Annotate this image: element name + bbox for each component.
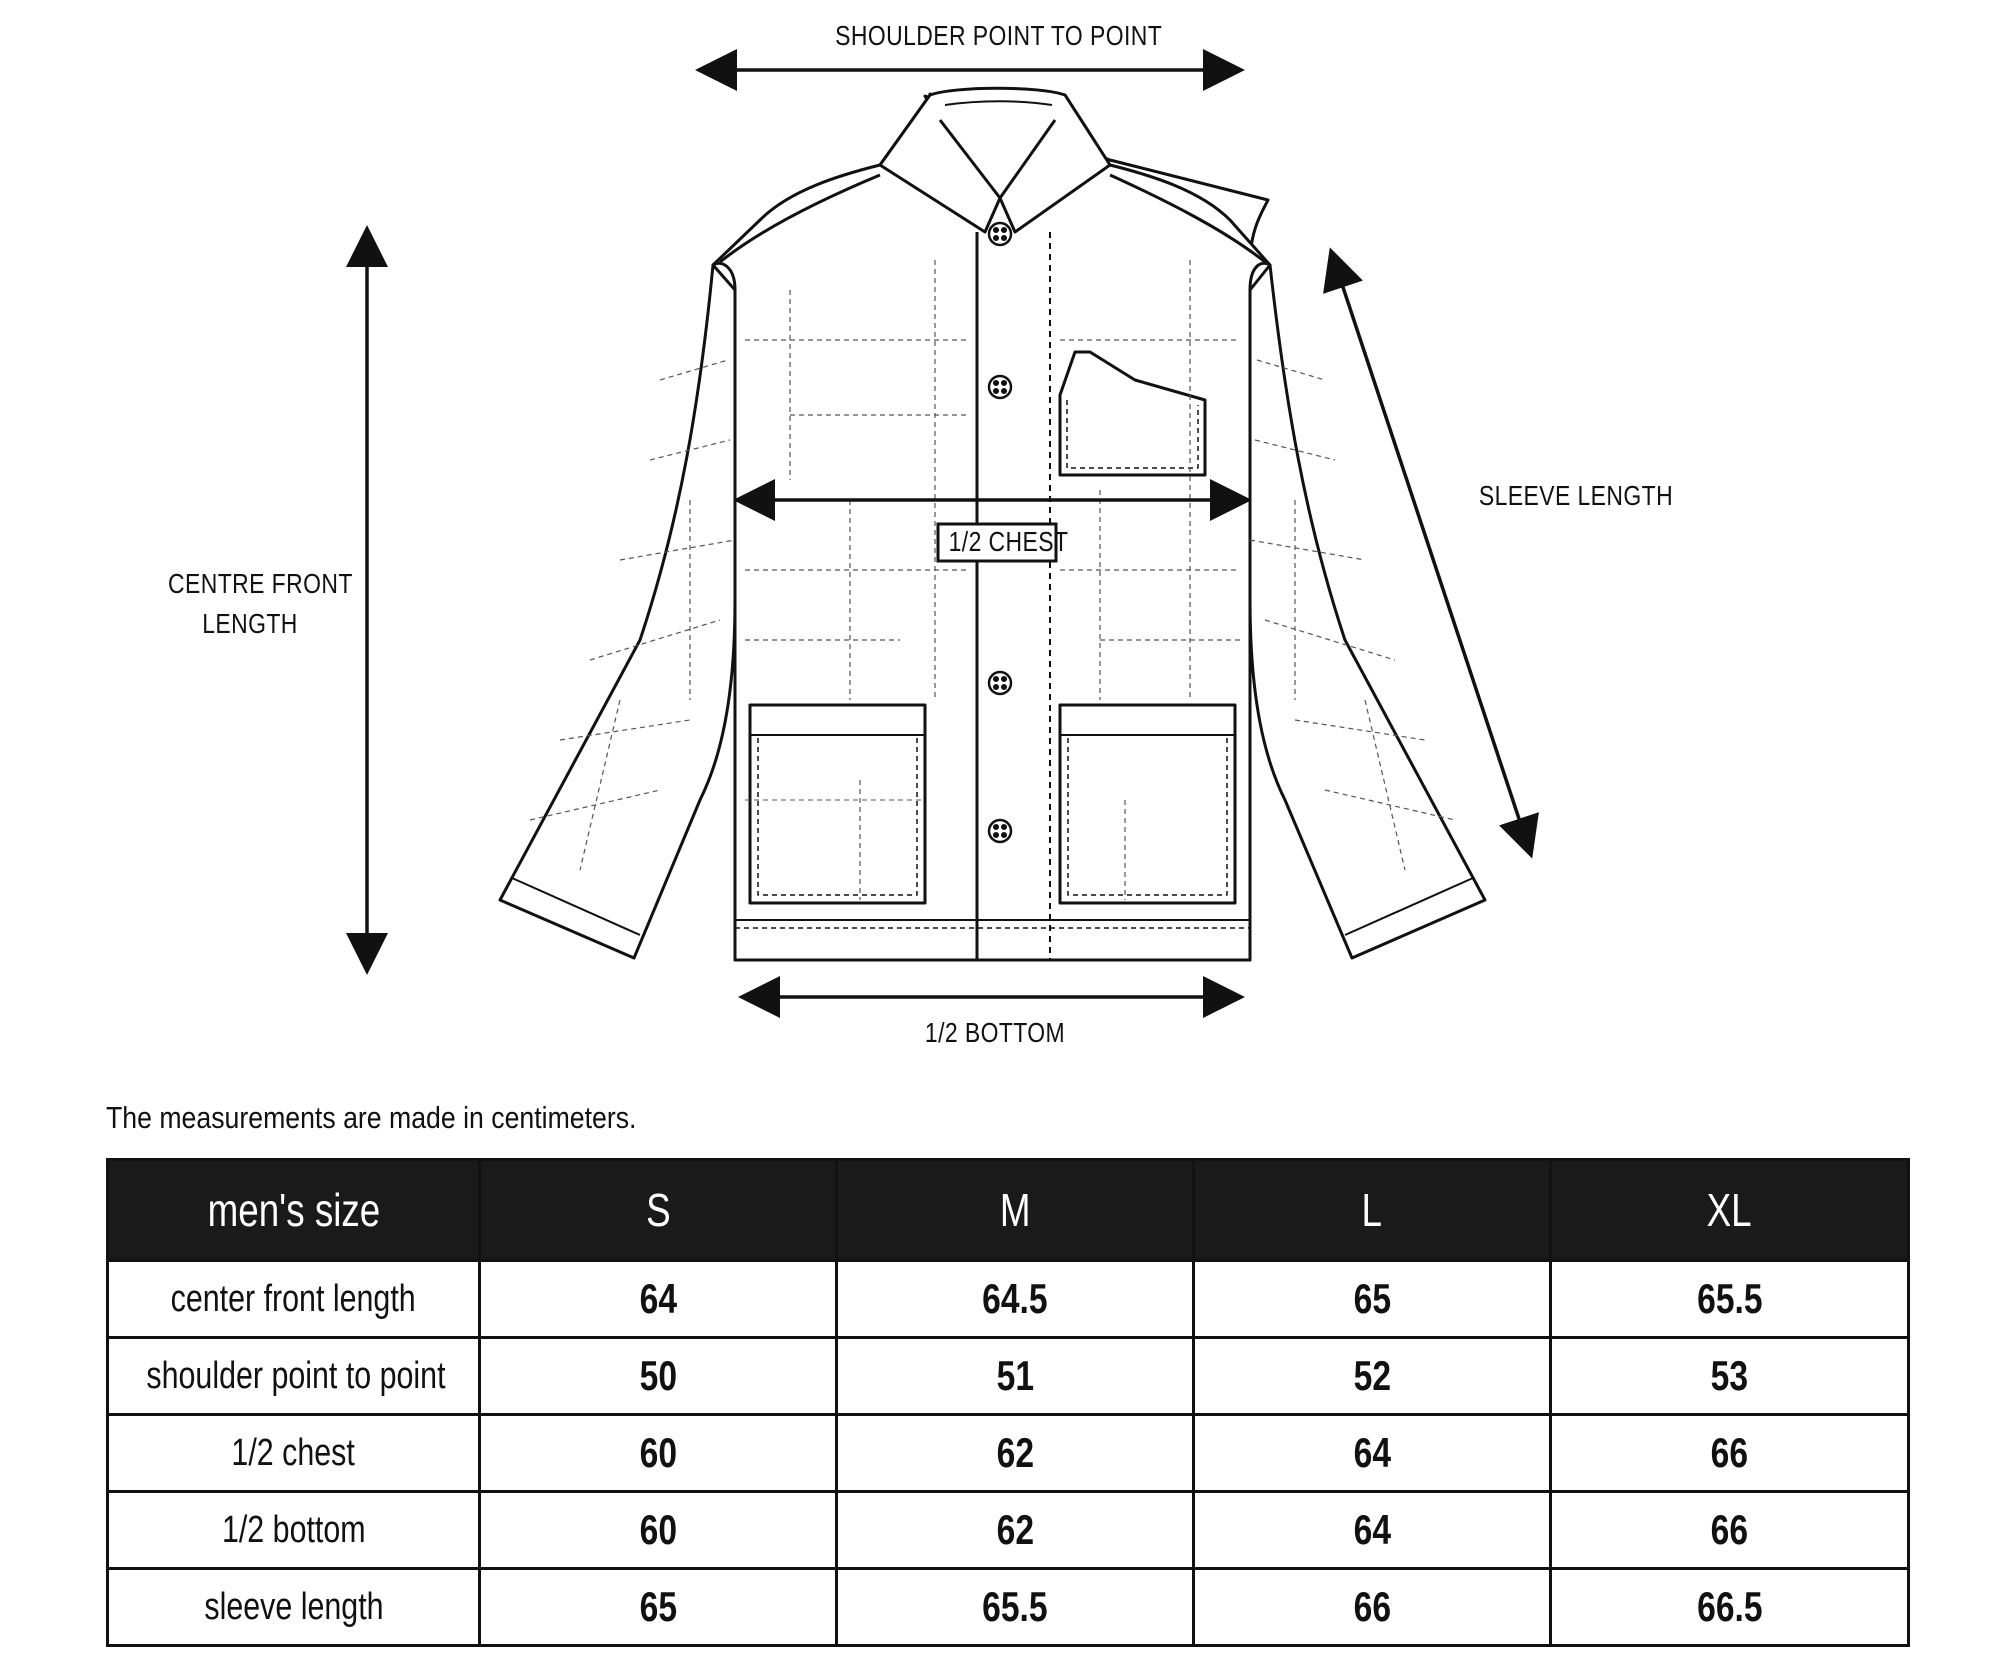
button-icon xyxy=(989,223,1011,245)
table-cell: 65 xyxy=(480,1569,837,1646)
table-cell: 65 xyxy=(1194,1261,1551,1338)
table-cell: 64.5 xyxy=(837,1261,1194,1338)
left-sleeve xyxy=(500,265,735,958)
row-label: center front length xyxy=(108,1261,480,1338)
table-header-cell: men's size xyxy=(108,1160,480,1261)
bottom-label: 1/2 BOTTOM xyxy=(924,1017,1066,1048)
table-cell: 66 xyxy=(1194,1569,1551,1646)
table-row xyxy=(108,1261,1909,1338)
table-cell: 60 xyxy=(480,1492,837,1569)
row-label: sleeve length xyxy=(108,1569,480,1646)
row-label: shoulder point to point xyxy=(108,1338,480,1415)
table-cell: 60 xyxy=(480,1415,837,1492)
table-cell: 66 xyxy=(1551,1492,1909,1569)
table-cell: 64 xyxy=(1194,1415,1551,1492)
table-row xyxy=(108,1338,1909,1415)
button-icon xyxy=(989,672,1011,694)
units-note: The measurements are made in centimeters. xyxy=(106,1100,637,1135)
shoulder-label: SHOULDER POINT TO POINT xyxy=(835,20,1163,51)
table-cell: 64 xyxy=(480,1261,837,1338)
size-chart-table xyxy=(106,1158,1910,1647)
table-cell: 62 xyxy=(837,1415,1194,1492)
table-cell: 50 xyxy=(480,1338,837,1415)
table-header-cell: XL xyxy=(1551,1160,1909,1261)
table-header-cell: S xyxy=(480,1160,837,1261)
table-header-cell: M xyxy=(837,1160,1194,1261)
row-label: 1/2 chest xyxy=(108,1415,480,1492)
centre-front-label-line2: LENGTH xyxy=(202,608,298,639)
button-icon xyxy=(989,376,1011,398)
table-cell: 65.5 xyxy=(837,1569,1194,1646)
sleeve-label: SLEEVE LENGTH xyxy=(1478,480,1674,511)
table-header-cell: L xyxy=(1194,1160,1551,1261)
row-label: 1/2 bottom xyxy=(108,1492,480,1569)
button-icon xyxy=(989,820,1011,842)
table-header-row xyxy=(108,1160,1909,1261)
table-cell: 53 xyxy=(1551,1338,1909,1415)
table-row xyxy=(108,1492,1909,1569)
table-cell: 52 xyxy=(1194,1338,1551,1415)
table-cell: 51 xyxy=(837,1338,1194,1415)
table-row xyxy=(108,1569,1909,1646)
table-cell: 62 xyxy=(837,1492,1194,1569)
table-cell: 66.5 xyxy=(1551,1569,1909,1646)
table-row xyxy=(108,1415,1909,1492)
centre-front-label-line1: CENTRE FRONT xyxy=(168,568,353,599)
chest-label: 1/2 CHEST xyxy=(948,526,1069,557)
table-cell: 65.5 xyxy=(1551,1261,1909,1338)
table-cell: 66 xyxy=(1551,1415,1909,1492)
table-cell: 64 xyxy=(1194,1492,1551,1569)
